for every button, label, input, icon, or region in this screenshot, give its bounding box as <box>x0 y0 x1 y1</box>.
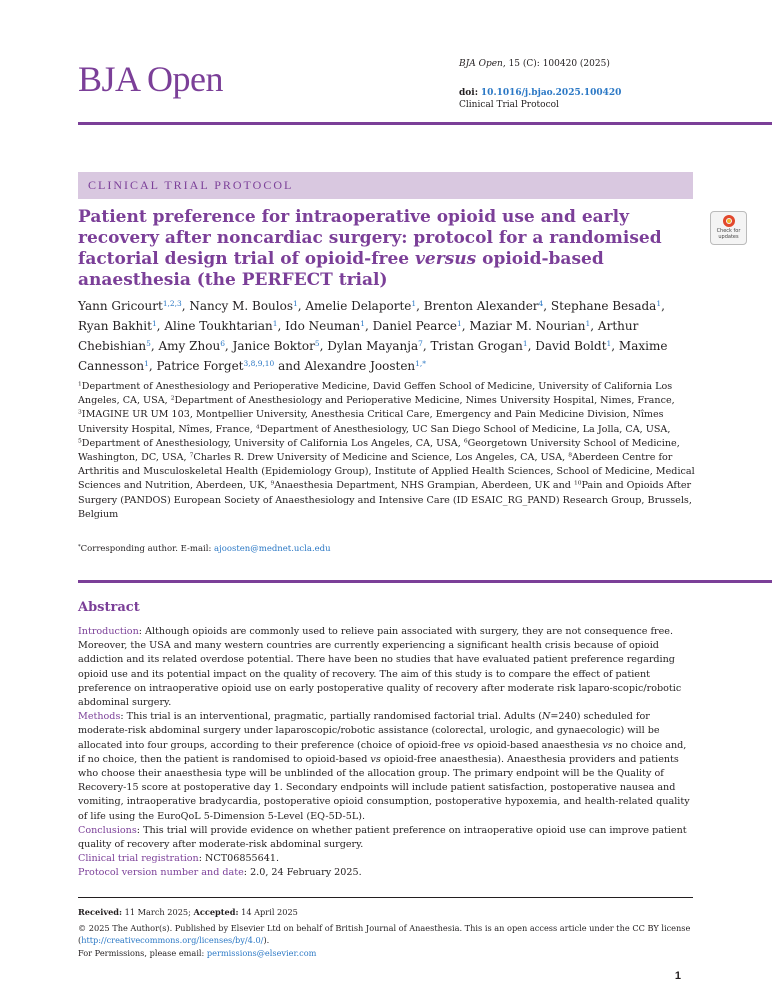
author-affiliation-sup: 3,8,9,10 <box>243 358 275 368</box>
page-number: 1 <box>674 970 681 982</box>
doi-label: doi: <box>459 87 479 98</box>
affiliation: $^1$Department of Anesthesiology and Perioperative Medicine, David Geffen School of Medicine, University of California Los Angeles, CA, USA, <box>78 380 673 407</box>
author-affiliation-sup: 1 <box>272 318 278 328</box>
author: Amelie Delaporte$^1$ <box>305 298 417 313</box>
article-title: Patient preference for intraoperative opioid use and early recovery after noncardiac surgery: protocol for a randomised factorial design trial of opioid-free versus opioid-based anaesthesia (the PERFECT trial) <box>78 207 662 290</box>
author: David Boldt$^1$ <box>535 338 612 353</box>
abstract-divider <box>78 580 772 583</box>
author: Ryan Bakhit$^1$ <box>78 318 157 333</box>
author: Nancy M. Boulos$^1$ <box>189 298 298 313</box>
footer-divider <box>78 897 693 898</box>
corresponding-author: *Corresponding author. E-mail: ajoosten@mednet.ucla.edu <box>78 544 331 554</box>
affiliation: $^2$Department of Anesthesiology and Perioperative Medicine, Nimes University Hospital, Nimes, France, <box>170 394 675 407</box>
author-affiliation-sup: 6 <box>220 338 225 348</box>
author: Brenton Alexander$^4$ <box>423 298 544 313</box>
author-affiliation-sup: 1,2,3 <box>162 298 182 308</box>
author-affiliation-sup: 1 <box>606 338 612 348</box>
author-affiliation-sup: 5 <box>314 338 320 348</box>
journal-info <box>459 58 621 112</box>
copyright-notice: © 2025 The Author(s). Published by Elsevier Ltd on behalf of British Journal of Anaesthesia. This is an open access article under the CC BY license (http://creativecommons.org/licenses/by/4.0/). <box>78 922 691 945</box>
author-list: Yann Gricourt$^{1,2,3}$, Nancy M. Boulos$^1$, Amelie Delaporte$^1$, Brenton Alexander$^4$, Stephane Besada$^1$, Ryan Bakhit$^1$, Aline Toukhtarian$^1$, Ido Neuman$^1$, Daniel Pearce$^1$, Maziar M. Nourian$^1$, Arthur Chebishian$^5$, Amy Zhou$^6$, Janice Boktor$^5$, Dylan Mayanja$^7$, Tristan Grogan$^1$, David Boldt$^1$, Maxime Cannesson$^1$, Patrice Forget$^{3,8,9,10}$ and Alexandre Joosten$^{1,*}$ <box>78 298 668 373</box>
check-for-updates-button[interactable] <box>710 211 747 245</box>
author: Aline Toukhtarian$^1$ <box>164 318 278 333</box>
header-divider <box>78 122 772 125</box>
license-link[interactable]: http://creativecommons.org/licenses/by/4.0/ <box>81 935 264 945</box>
affiliation: $^8$Aberdeen Centre for Arthritis and Musculoskeletal Health (Epidemiology Group), Institute of Applied Health Sciences, School of Medicine, Medical Sciences and Nutrition, Aberdeen, UK, <box>78 451 695 492</box>
abstract-methods: Methods: This trial is an interventional, pragmatic, partially randomised factorial trial. Adults (N=240) scheduled for moderate-risk abdominal surgery under laparoscopic/robotic assistance (colorectal, urologic, and gynaecologic) will be allocated into four groups, according to their preference (choice of opioid-free vs opioid-based anaesthesia vs no choice and, if no choice, then the patient is randomised to opioid-based vs opioid-free anaesthesia). Anaesthesia providers and patients who choose their anaesthesia type will be unblinded of the allocation group. The primary endpoint will be the Quality of Recovery-15 score at postoperative day 1. Secondary endpoints will include patient satisfaction, postoperative nausea and vomiting, intraoperative bradycardia, postoperative opioid consumption, postoperative hypoxemia, and health-related quality of life using the EuroQoL 5-Dimension 5-Level (EQ-5D-5L). <box>78 711 690 822</box>
author: Stephane Besada$^1$ <box>550 298 662 313</box>
author: Amy Zhou$^6$ <box>158 338 225 353</box>
affiliation: $^7$Charles R. Drew University of Medicine and Science, Los Angeles, CA, USA, <box>189 451 569 464</box>
citation <box>459 58 621 71</box>
author: Maziar M. Nourian$^1$ <box>469 318 591 333</box>
received-accepted: Received: 11 March 2025; Accepted: 14 April 2025 <box>78 907 298 917</box>
affiliation: $^9$Anaesthesia Department, NHS Grampian, Aberdeen, UK and <box>270 480 574 492</box>
author: Yann Gricourt$^{1,2,3}$ <box>78 298 182 313</box>
affiliation: $^5$Department of Anesthesiology, University of California Los Angeles, CA, USA, <box>78 437 464 449</box>
section-banner: CLINICAL TRIAL PROTOCOL <box>78 172 693 199</box>
author: Patrice Forget$^{3,8,9,10}$ <box>156 358 275 373</box>
author-affiliation-sup: 4 <box>538 298 544 308</box>
affiliation: $^4$Department of Anesthesiology, UC San Diego School of Medicine, La Jolla, CA, USA, <box>255 423 671 435</box>
author-affiliation-sup: 1,* <box>415 358 426 368</box>
author: Arthur Chebishian$^5$ <box>78 319 639 353</box>
affiliation: $^3$IMAGINE UR UM 103, Montpellier University, Anesthesia Critical Care, Emergency and Pain Medicine Division, Nîmes University Hospital, Nîmes, France, <box>78 409 664 435</box>
journal-logo: BJA Open <box>78 59 224 99</box>
author-affiliation-sup: 1 <box>151 318 157 328</box>
author: Daniel Pearce$^1$ <box>372 318 462 333</box>
abstract-introduction: Introduction: Although opioids are commonly used to relieve pain associated with surgery, they are not consequence free. Moreover, the USA and many western countries are currently experiencing a significant health crisis because of opioid addiction and its related overdose potential. There have been no studies that have evaluated patient preference regarding opioid use and its potential impact on the quality of recovery. The aim of this study is to compare the effect of patient preference on intraoperative opioid use on early postoperative quality of recovery after moderate risk laparo-scopic/robotic abdominal surgery. <box>78 626 682 709</box>
author: Tristan Grogan$^1$ <box>430 338 528 353</box>
doi-link[interactable]: 10.1016/j.bjao.2025.100420 <box>480 87 622 98</box>
author-affiliation-sup: 1 <box>411 298 417 308</box>
author: Janice Boktor$^5$ <box>232 338 320 353</box>
permissions-email-link[interactable]: permissions@elsevier.com <box>206 947 317 958</box>
crossmark-icon <box>723 215 735 227</box>
author-affiliation-sup: 7 <box>418 338 423 348</box>
author-affiliation-sup: 1 <box>457 318 462 328</box>
author: Ido Neuman$^1$ <box>285 318 365 333</box>
affiliation: $^6$Georgetown University School of Medicine, Washington, DC, USA, <box>78 437 680 464</box>
abstract-body <box>78 625 696 881</box>
abstract-version: Protocol version number and date: 2.0, 24 February 2025. <box>78 867 362 879</box>
author-affiliation-sup: 5 <box>146 338 151 348</box>
author-affiliation-sup: 1 <box>522 338 528 348</box>
citation-journal: BJA Open <box>459 59 503 69</box>
author-affiliation-sup: 1 <box>360 318 365 328</box>
permissions: For Permissions, please email: permissions@elsevier.com <box>78 947 317 958</box>
author-affiliation-sup: 1 <box>585 318 591 328</box>
abstract-heading: Abstract <box>78 600 140 615</box>
article-type: Clinical Trial Protocol <box>459 100 559 110</box>
author-affiliation-sup: 1 <box>656 298 662 308</box>
author-affiliation-sup: 1 <box>293 298 298 308</box>
abstract-registration: Clinical trial registration: NCT06855641. <box>78 853 280 865</box>
author: Maxime Cannesson$^1$ <box>78 339 668 373</box>
affiliation: $^{10}$Pain and Opioids After Surgery (PANDOS) European Society of Anaesthesiology and Intensive Care (ID ESAIC_RG_PAND) Research Group, Brussels, Belgium <box>78 480 692 520</box>
citation-details: , 15 (C): 100420 (2025) <box>502 59 610 69</box>
doi <box>459 87 621 100</box>
article-footer <box>78 906 698 959</box>
title-versus: versus <box>415 249 477 269</box>
author: Alexandre Joosten$^{1,*}$ <box>304 358 426 373</box>
author-affiliation-sup: 1 <box>144 358 149 368</box>
affiliations <box>78 380 703 522</box>
abstract-conclusions: Conclusions: This trial will provide evidence on whether patient preference on intraoperative opioid use can improve patient quality of recovery after moderate-risk abdominal surgery. <box>78 824 687 851</box>
author: Dylan Mayanja$^7$ <box>327 338 423 353</box>
check-for-updates-label: Check for updates <box>716 228 741 240</box>
corresponding-email-link[interactable]: ajoosten@mednet.ucla.edu <box>214 544 331 554</box>
